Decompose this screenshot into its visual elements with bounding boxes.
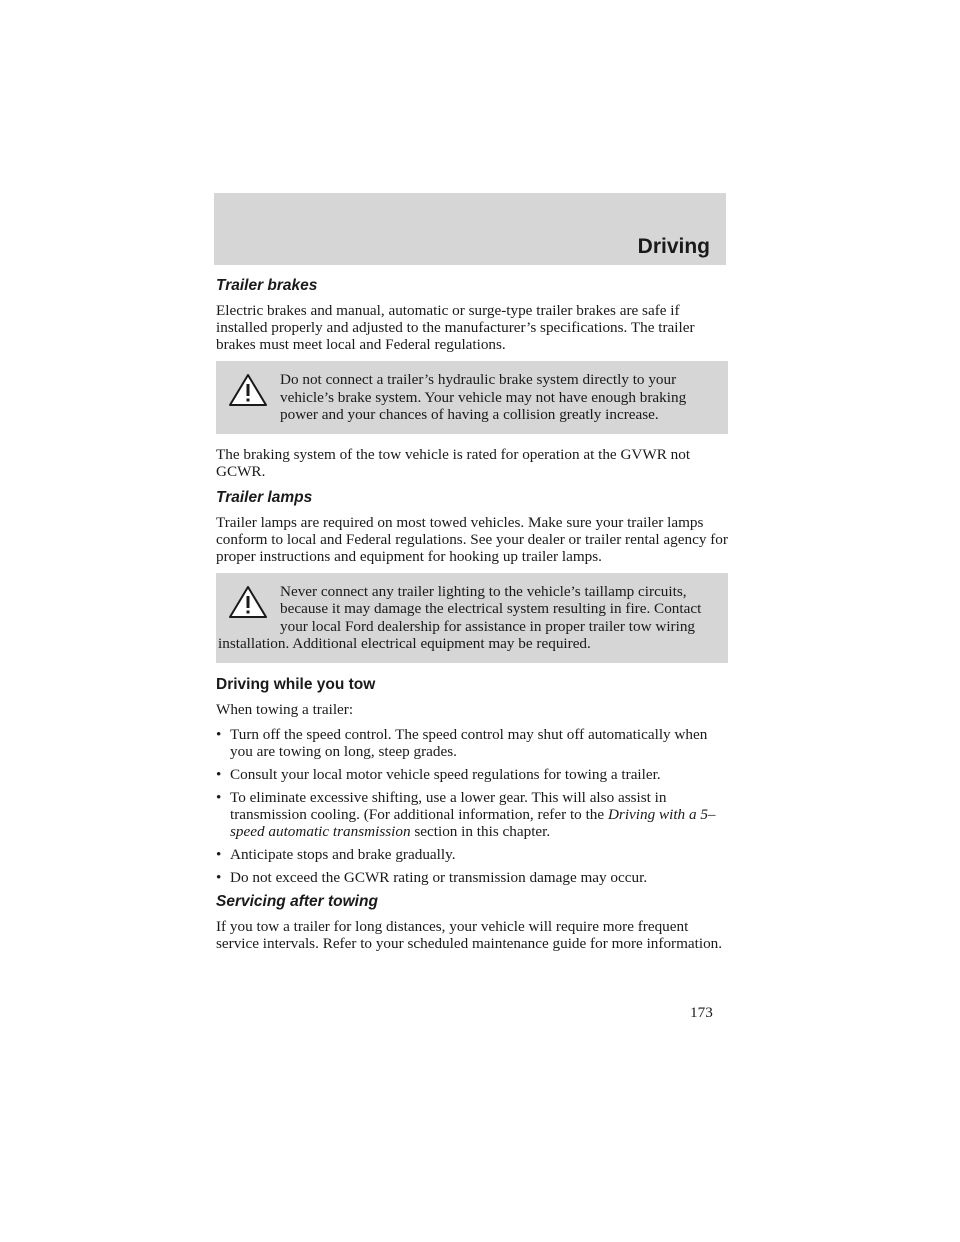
list-item [216, 846, 728, 863]
paragraph-trailer-lamps: Trailer lamps are required on most towed vehicles. Make sure your trailer lamps conform to local and Federal regulations. See your dealer or trailer rental agency for proper instructions and equipment for hooking up trailer lamps. [216, 513, 728, 565]
chapter-header-band [214, 193, 726, 265]
chapter-title: Driving [637, 235, 710, 258]
heading-driving-while-you-tow: Driving while you tow [216, 675, 376, 693]
paragraph-braking-system-rating: The braking system of the tow vehicle is rated for operation at the GVWR not GCWR. [216, 445, 691, 480]
list-item-text-before: To eliminate excessive shifting, use a lower gear. This will also assist in transmission cooling. (For additional information, refer to the [230, 788, 667, 823]
towing-tips-list [216, 726, 728, 886]
bullet-mark: • [216, 845, 222, 863]
warning-text-hydraulic-brake: Do not connect a trailer’s hydraulic brake system directly to your vehicle’s brake system. Your vehicle may not have enough braking power and your chances of having a collision greatly increase. [280, 371, 687, 423]
heading-trailer-lamps: Trailer lamps [216, 488, 313, 506]
paragraph-servicing: If you tow a trailer for long distances, your vehicle will require more frequent service intervals. Refer to your scheduled maintenance guide for more information. [216, 917, 723, 952]
paragraph-trailer-brakes: Electric brakes and manual, automatic or surge-type trailer brakes are safe if installed properly and adjusted to the manufacturer’s specifications. The trailer brakes must meet local and Federal regulations. [216, 302, 695, 353]
heading-trailer-brakes: Trailer brakes [216, 277, 318, 294]
warning-text-trailer-lighting: Never connect any trailer lighting to the vehicle’s taillamp circuits, because it may damage the electrical system resulting in fire. Contact your local Ford dealership for assistance in proper trailer tow wiring installation. Additional electrical equipment may be required. [218, 582, 702, 652]
warning-triangle-icon [228, 373, 268, 407]
list-item [216, 726, 728, 760]
warning-box-trailer-lighting [216, 573, 728, 663]
list-item [216, 789, 728, 840]
list-item-text: Do not exceed the GCWR rating or transmission damage may occur. [230, 868, 648, 886]
cross-reference-section-title: Driving with a 5–speed automatic transmission [230, 805, 716, 840]
list-item-text: Turn off the speed control. The speed control may shut off automatically when you are towing on long, steep grades. [230, 725, 708, 760]
list-item [216, 766, 728, 783]
heading-servicing-after-towing: Servicing after towing [216, 892, 378, 910]
page-number: 173 [690, 1004, 713, 1021]
page-content [216, 276, 728, 960]
bullet-mark: • [216, 868, 222, 886]
bullet-mark: • [216, 765, 222, 783]
warning-box-hydraulic-brake [216, 361, 728, 434]
bullet-mark: • [216, 788, 222, 806]
bullet-mark: • [216, 725, 222, 743]
list-item [216, 869, 728, 886]
list-item-text: Anticipate stops and brake gradually. [230, 845, 456, 863]
warning-triangle-icon [228, 585, 268, 619]
list-item-text-after: section in this chapter. [410, 822, 551, 840]
paragraph-when-towing: When towing a trailer: [216, 700, 354, 718]
list-item-text: Consult your local motor vehicle speed regulations for towing a trailer. [230, 765, 661, 783]
